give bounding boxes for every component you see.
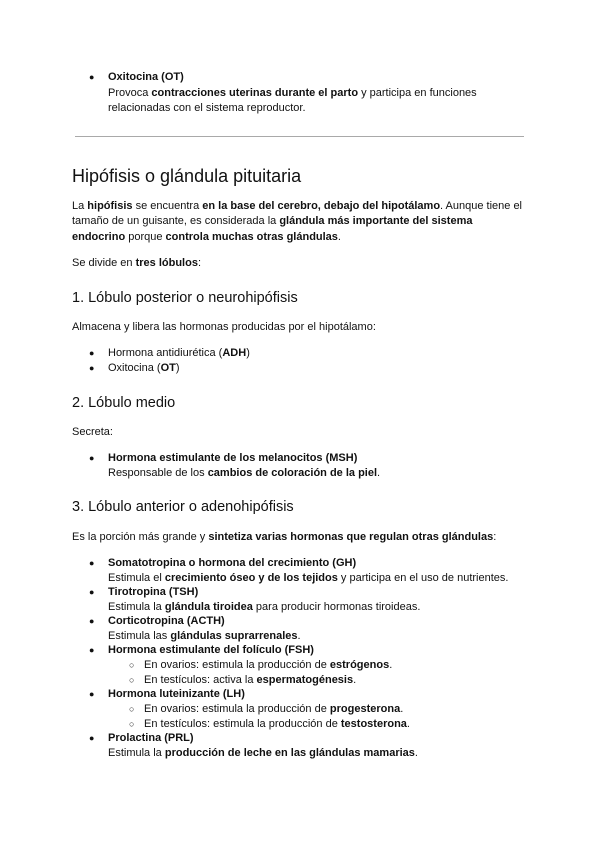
intro-line-1: La hipófisis se encuentra en la base del cerebro, debajo del hipotálamo. Aunque tiene el	[72, 200, 523, 212]
bullet-icon: ●	[89, 72, 95, 82]
bullet-icon: ●	[89, 645, 95, 655]
bullet-icon: ●	[89, 733, 95, 743]
page-title: Hipófisis o glándula pituitaria	[72, 166, 302, 186]
sub-list-item: En testículos: estimula la producción de testosterona.	[144, 718, 410, 730]
bullet-icon: ●	[89, 453, 95, 463]
bullet-icon: ●	[89, 363, 95, 373]
intro-line-3: endocrino porque controla muchas otras glándulas.	[72, 231, 341, 243]
item-desc: Provoca contracciones uterinas durante el parto y participa en funciones	[108, 87, 477, 99]
item-desc: Estimula las glándulas suprarrenales.	[108, 630, 301, 642]
item-desc: Estimula la producción de leche en las glándulas mamarias.	[108, 747, 418, 759]
section-heading-2: 2. Lóbulo medio	[72, 395, 176, 411]
circle-bullet-icon: ○	[129, 704, 135, 714]
item-desc-cont: relacionadas con el sistema reproductor.	[108, 102, 306, 114]
circle-bullet-icon: ○	[129, 660, 135, 670]
item-desc: Responsable de los cambios de coloración de la piel.	[108, 467, 381, 479]
section-heading-1: 1. Lóbulo posterior o neurohipófisis	[72, 290, 298, 306]
item-name: Oxitocina (OT)	[108, 71, 184, 83]
section-3-text: Es la porción más grande y sintetiza varias hormonas que regulan otras glándulas:	[72, 531, 497, 543]
intro-line-2: tamaño de un guisante, es considerada la glándula más importante del sistema	[72, 215, 473, 227]
item-desc: Estimula la glándula tiroidea para producir hormonas tiroideas.	[108, 601, 421, 613]
divide-text: Se divide en tres lóbulos:	[72, 257, 202, 269]
horizontal-divider	[75, 136, 524, 137]
section-1-text: Almacena y libera las hormonas producidas por el hipotálamo:	[72, 321, 376, 333]
bullet-icon: ●	[89, 587, 95, 597]
bullet-icon: ●	[89, 348, 95, 358]
bullet-icon: ●	[89, 689, 95, 699]
sub-list-item: En testículos: activa la espermatogénesis.	[144, 674, 357, 686]
bullet-icon: ●	[89, 616, 95, 626]
bullet-icon: ●	[89, 558, 95, 568]
section-heading-3: 3. Lóbulo anterior o adenohipófisis	[72, 499, 294, 515]
sub-list-item: En ovarios: estimula la producción de estrógenos.	[144, 659, 393, 671]
item-desc: Estimula el crecimiento óseo y de los tejidos y participa en el uso de nutrientes.	[108, 572, 509, 584]
sub-list-item: En ovarios: estimula la producción de progesterona.	[144, 703, 404, 715]
circle-bullet-icon: ○	[129, 675, 135, 685]
section-2-text: Secreta:	[72, 426, 113, 438]
document-page: ● Oxitocina (OT) Provoca contracciones uterinas durante el parto y participa en funciones relacionadas con el sistema reproductor. Hipófisis o glándula pituitaria La hipófisis se encuentra en la base del cerebro, debajo del hipotálamo. Aunque tiene el tamaño de un guisante, es considerada la glándula más importante del sistema endocrino porque controla muchas otras glándulas. Se divide en tres lóbulos: 1. Lóbulo posterior o neurohipófisis Almacena y libera las hormonas producidas por el hipotálamo: ● Hormona antidiurética (ADH) ● Oxitocina (OT) 2. Lóbulo medio Secreta: ● Hormona estimulante de los melanocitos (MSH) Responsable de los cambios de coloración de la piel. 3. Lóbulo anterior o adenohipófisis Es la porción más grande y sintetiza varias hormonas que regulan otras glándulas: ● Somatotropina o hormona del crecimiento (GH) Estimula el crecimiento óseo y de los tejidos y participa en el uso de nutrientes. ● Tirotropina (TSH) Estimula la glándula tiroidea para producir hormonas tiroideas. ● Corticotropina (ACTH) Estimula las glándulas suprarrenales. ● Hormona estimulante del folículo (FSH) ○ En ovarios: estimula la producción de estrógenos. ○ En testículos: activa la espermatogénesis. ● Hormona luteinizante (LH) ○ En ovarios: estimula la producción de progesterona. ○ En testículos: estimula la producción de testosterona. ● Prolactina (PRL) Estimula la producción de leche en las glándulas mamarias.	[0, 0, 600, 848]
circle-bullet-icon: ○	[129, 719, 135, 729]
